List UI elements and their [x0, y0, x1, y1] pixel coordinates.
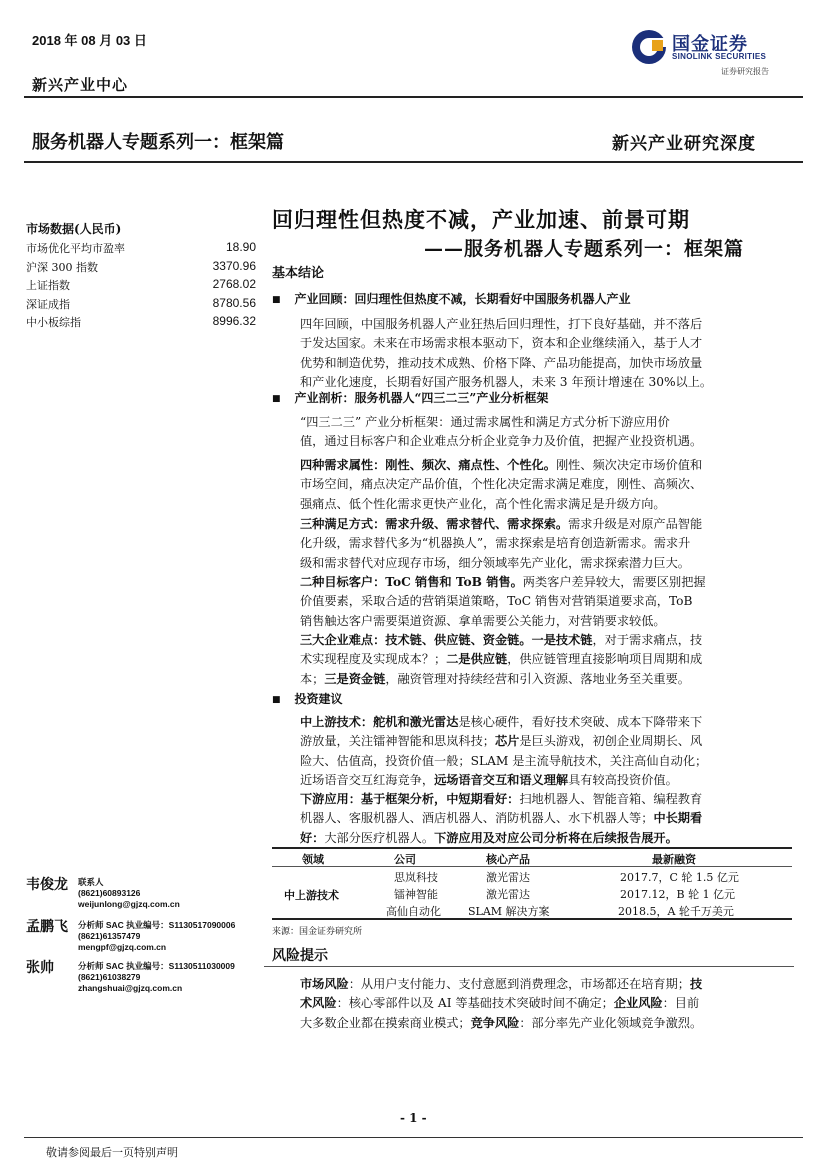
- sub-title: ——服务机器人专题系列一：框架篇: [424, 238, 745, 260]
- table-bottom-border: [272, 918, 792, 920]
- market-row: 中小板综指 8996.32: [26, 314, 256, 329]
- table-header-product: 核心产品: [486, 853, 530, 866]
- page-number: - 1 -: [400, 1111, 427, 1125]
- sinolink-logo-icon: [630, 28, 668, 66]
- industry-review-paragraph: 四年回顾，中国服务机器人产业狂热后回归理性，打下良好基础，并不落后 于发达国家。未来在市场需求根本驱动下，资本和企业继续涌入，基于人才 优势和制造优势，推动技术成熟、价格下降、产品功能提高，加快市场放量 和产业化速度，长期看好国产服务机器人，未来 3 年预计增速在 30%以上。: [300, 317, 713, 390]
- upstream-tech-paragraph: 中上游技术：舵机和激光雷达是核心硬件，看好技术突破、成本下降带来下 游放量，关注镭神智能和思岚科技；芯片是巨头游戏，初创企业周期长、风 险大、估值高，投资价值一般；SLAM 是主流导航技术，关注高仙自动化； 近场语音交互红海竞争，远场语音交互和语义理解具有较高投资价值。: [300, 715, 708, 788]
- report-type: 新兴产业研究深度: [612, 134, 756, 154]
- bullet-industry-analysis: ■ 产业剖析：服务机器人“四三二三”产业分析框架: [272, 389, 548, 406]
- table-cell-financing: 2017.7，C 轮 1.5 亿元: [620, 871, 739, 884]
- analyst-name: 孟鹏飞: [26, 919, 68, 935]
- table-cell-company: 镭神智能: [394, 888, 438, 901]
- table-cell-company: 思岚科技: [394, 871, 438, 884]
- table-header-divider: [272, 866, 792, 867]
- target-customers-paragraph: 二种目标客户：ToC 销售和 ToB 销售。两类客户差异较大，需要区别把握 价值要素，采取合适的营销渠道策略，ToC 销售对营销渠道要求高，ToB 销售触达客户需要渠道资源、拿单需要公关能力，对营销要求较低。: [300, 575, 706, 628]
- table-cell-product: 激光雷达: [486, 888, 530, 901]
- table-cell-financing: 2017.12，B 轮 1 亿元: [620, 888, 736, 901]
- bullet-investment-advice: ■ 投资建议: [272, 690, 343, 707]
- analyst-contact: 分析师 SAC 执业编号：S1130517090006 (8621)61357479 mengpf@gjzq.com.cn: [78, 920, 236, 952]
- table-source: 来源：国金证券研究所: [272, 927, 363, 937]
- header-divider: [24, 96, 803, 98]
- demand-attributes-paragraph: 四种需求属性：刚性、频次、痛点性、个性化。刚性、频次决定市场价值和 市场空间，痛点决定产品价值，个性化决定需求满足难度，刚性、高频次、 强痛点、低个性化需求更快产业化，高个性化需求满足是升级方向。: [300, 458, 703, 511]
- analyst-contact: 分析师 SAC 执业编号：S1130511030009 (8621)61038279 zhangshuai@gjzq.com.cn: [78, 961, 235, 993]
- market-row: 深证成指 8780.56: [26, 296, 256, 311]
- analyst-name: 张帅: [26, 960, 54, 976]
- logo-subtitle: 证券研究报告: [721, 67, 769, 76]
- market-row: 市场优化平均市盈率 18.90: [26, 240, 256, 255]
- risk-paragraph: 市场风险：从用户支付能力、支付意愿到消费理念，市场都还在培育期；技 术风险：核心零部件以及 AI 等基础技术突破时间不确定；企业风险：目前 大多数企业都在摸索商业模式；竞争风险：部分率先产业化领域竞争激烈。: [300, 977, 703, 1030]
- table-header-company: 公司: [394, 853, 416, 866]
- series-title: 服务机器人专题系列一：框架篇: [32, 132, 284, 153]
- analyst-contact: 联系人 (8621)60893126 weijunlong@gjzq.com.cn: [78, 877, 180, 909]
- market-data-title: 市场数据(人民币): [26, 222, 122, 236]
- table-cell-product: SLAM 解决方案: [468, 905, 550, 918]
- table-header-field: 领域: [302, 853, 324, 866]
- title-divider: [24, 161, 803, 163]
- bullet-industry-review: ■ 产业回顾：回归理性但热度不减，长期看好中国服务机器人产业: [272, 290, 631, 307]
- logo-english-name: SINOLINK SECURITIES: [672, 52, 767, 61]
- downstream-app-paragraph: 下游应用：基于框架分析，中短期看好：扫地机器人、智能音箱、编程教育 机器人、客服机器人、酒店机器人、消防机器人、水下机器人等；中长期看 好：大部分医疗机器人。下游应用及对应公司分析将在后续报告展开。: [300, 792, 703, 845]
- risk-heading: 风险提示: [272, 948, 328, 964]
- table-cell-company: 高仙自动化: [386, 905, 441, 918]
- risk-divider: [264, 966, 794, 967]
- main-title: 回归理性但热度不减，产业加速、前景可期: [272, 207, 690, 232]
- market-row: 沪深 300 指数 3370.96: [26, 259, 256, 274]
- satisfaction-methods-paragraph: 三种满足方式：需求升级、需求替代、需求探索。需求升级是对原产品智能 化升级，需求替代多为“机器换人”，需求探索是培育创造新需求。需求升 级和需求替代对应现存市场，细分领域率先产业化，需求探索潜力巨大。: [300, 517, 703, 570]
- table-header-financing: 最新融资: [652, 853, 696, 866]
- framework-intro: “四三二三” 产业分析框架：通过需求属性和满足方式分析下游应用价 值，通过目标客户和企业难点分析企业竞争力及价值，把握产业投资机遇。: [300, 415, 703, 449]
- table-cell-financing: 2018.5，A 轮千万美元: [618, 905, 734, 918]
- report-date: 2018 年 08 月 03 日: [32, 33, 147, 48]
- market-row: 上证指数 2768.02: [26, 277, 256, 292]
- section-heading: 基本结论: [272, 266, 325, 281]
- analyst-name: 韦俊龙: [26, 877, 68, 893]
- footer-divider: [24, 1137, 803, 1138]
- enterprise-difficulties-paragraph: 三大企业难点：技术链、供应链、资金链。一是技术链，对于需求痛点，技 术实现程度及实现成本？；二是供应链，供应链管理直接影响项目周期和成 本；三是资金链，融资管理对持续经营和引入资源、落地业务至关重要。: [300, 633, 703, 686]
- research-center: 新兴产业中心: [32, 76, 129, 94]
- logo-chinese-name: 国金证券: [672, 34, 748, 55]
- table-field-cell: 中上游技术: [284, 889, 339, 902]
- footer-disclaimer: 敬请参阅最后一页特别声明: [46, 1146, 178, 1159]
- table-top-border: [272, 847, 792, 849]
- table-cell-product: 激光雷达: [486, 871, 530, 884]
